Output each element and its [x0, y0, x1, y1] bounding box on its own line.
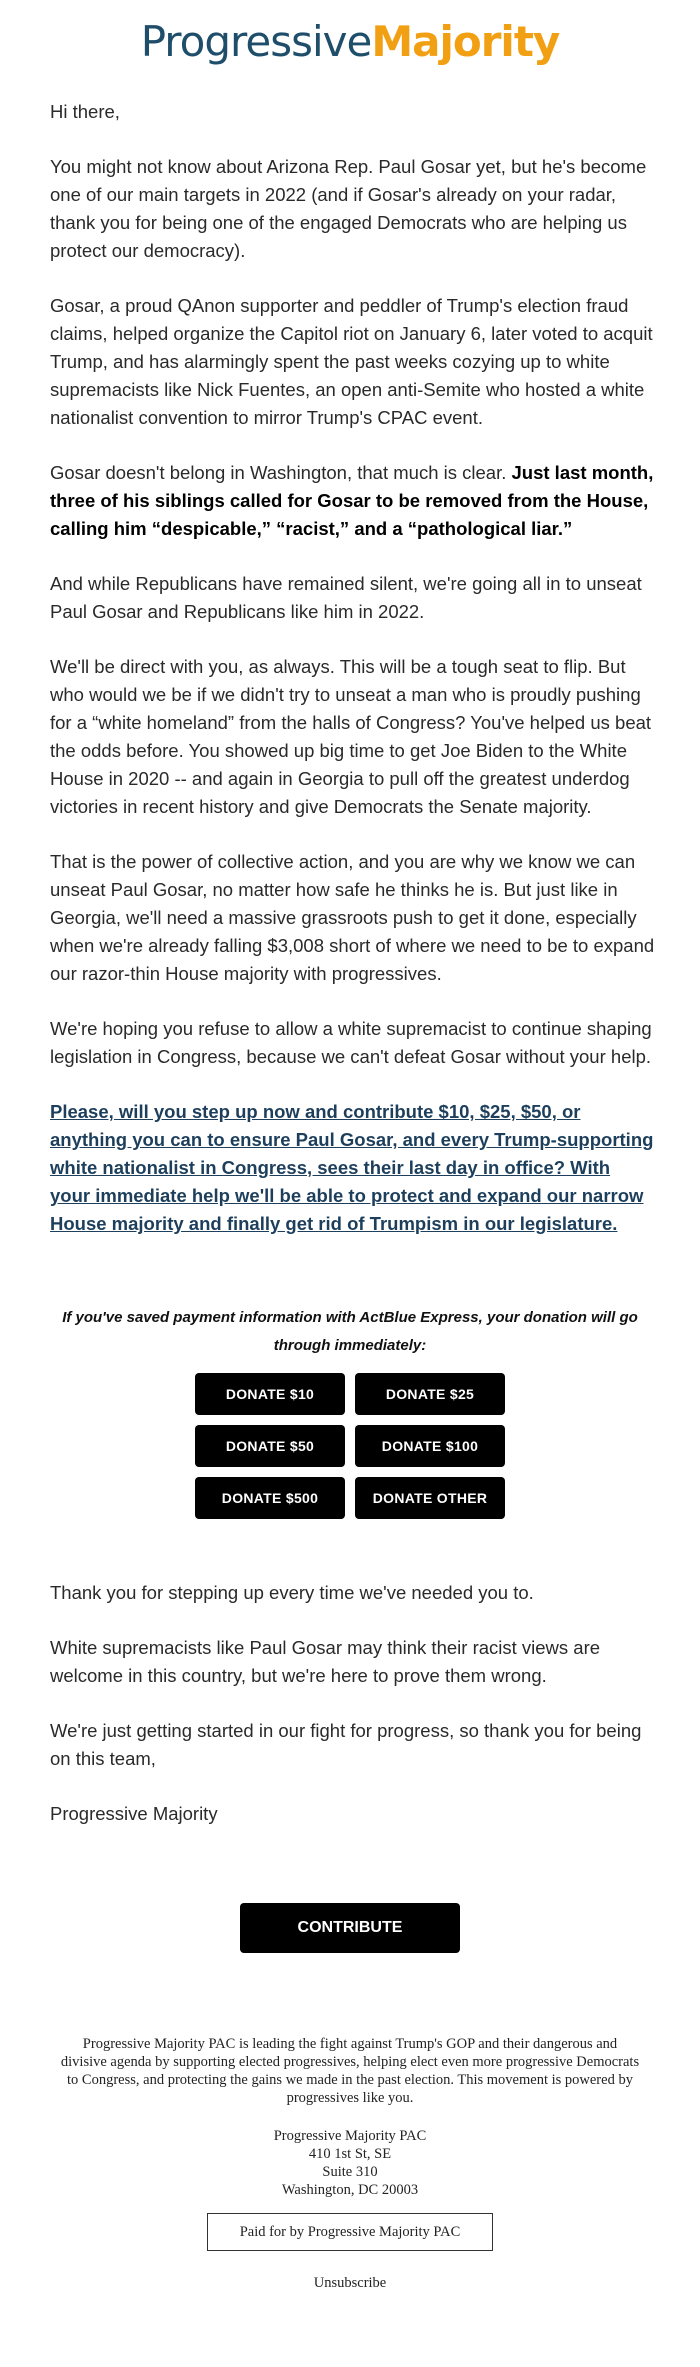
paragraph-going-all-in: And while Republicans have remained silent, we're going all in to unseat Paul Gosar and Republicans like him in 2022. [50, 573, 642, 622]
closing-section [50, 1579, 655, 1855]
paid-for-disclaimer: Paid for by Progressive Majority PAC [207, 2213, 493, 2251]
footer-about: Progressive Majority PAC is leading the fight against Trump's GOP and their dangerous and divisive agenda by supporting elected progressives, helping elect even more progressive Democrats to Congress, and protecting the gains we made in the past election. This movement is powered by progressives like you. [60, 2036, 640, 2106]
address-line: Washington, DC 20003 [281, 2182, 419, 2198]
greeting: Hi there, [50, 101, 120, 122]
address-line: Suite 310 [322, 2164, 378, 2180]
paragraph-intro: You might not know about Arizona Rep. Paul Gosar yet, but he's become one of our main targets in 2022 (and if Gosar's already on your radar, thank you for being one of the engaged Democrats who are helping us protect our democracy). [50, 156, 647, 261]
paragraph-collective-action: That is the power of collective action, and you are why we know we can unseat Paul Gosar, no matter how safe he thinks he is. But just like in Georgia, we'll need a massive grassroots push to get it done, especially when we're already falling $3,008 short of where we need to be to expand our razor-thin House majority with progressives. [50, 851, 655, 984]
logo-word-progressive: Progressive [140, 17, 372, 66]
paragraph-tough-seat: We'll be direct with you, as always. This will be a tough seat to flip. But who would we be if we didn't try to unseat a man who is proudly pushing for a “white homeland” from the halls of Congress? You've helped us beat the odds before. You showed up big time to get Joe Biden to the White House in 2020 -- and again in Georgia to pull off the greatest underdog victories in recent history and give Democrats the Senate majority. [50, 656, 652, 817]
paragraph-gosar-record: Gosar, a proud QAnon supporter and peddler of Trump's election fraud claims, helped organize the Capitol riot on January 6, later voted to acquit Trump, and has alarmingly spent the past weeks cozying up to white supremacists like Nick Fuentes, an open anti-Semite who hosted a white nationalist convention to mirror Trump's CPAC event. [50, 295, 653, 428]
closing-prove-wrong: White supremacists like Paul Gosar may think their racist views are welcome in this country, but we're here to prove them wrong. [50, 1637, 601, 1686]
donate-10-button[interactable]: DONATE $10 [195, 1373, 345, 1415]
actblue-express-note: If you've saved payment information with ActBlue Express, your donation will go through immediately: [62, 1309, 638, 1354]
paragraph-help: We're hoping you refuse to allow a white supremacist to continue shaping legislation in Congress, because we can't defeat Gosar without your help. [50, 1018, 652, 1067]
signature: Progressive Majority [50, 1803, 218, 1824]
donate-100-button[interactable]: DONATE $100 [355, 1425, 505, 1467]
siblings-quote: Just last month, three of his siblings called for Gosar to be removed from the House, calling him “despicable,” “racist,” and a “pathological liar.” [50, 462, 654, 539]
address-line: 410 1st St, SE [308, 2146, 392, 2162]
closing-thanks: Thank you for stepping up every time we've needed you to. [50, 1582, 534, 1603]
contribute-button[interactable]: CONTRIBUTE [240, 1903, 460, 1953]
closing-getting-started: We're just getting started in our fight for progress, so thank you for being on this team, [50, 1720, 642, 1769]
donate-buttons-grid [195, 1373, 505, 1519]
letter-body [50, 98, 655, 1238]
donate-500-button[interactable]: DONATE $500 [195, 1477, 345, 1519]
address-line: Progressive Majority PAC [273, 2128, 427, 2144]
logo-word-majority: Majority [371, 17, 560, 66]
donate-25-button[interactable]: DONATE $25 [355, 1373, 505, 1415]
siblings-lead: Gosar doesn't belong in Washington, that much is clear. [50, 462, 507, 483]
paragraph-siblings [50, 459, 655, 543]
unsubscribe-link[interactable]: Unsubscribe [313, 2275, 387, 2291]
progressive-majority-logo[interactable] [0, 14, 700, 70]
donate-other-button[interactable]: DONATE OTHER [355, 1477, 505, 1519]
contribute-cta-link[interactable]: Please, will you step up now and contribute $10, $25, $50, or anything you can to ensure Paul Gosar, and every Trump-supporting white nationalist in Congress, sees their last day in office? With your immediate help we'll be able to protect and expand our narrow House majority and finally get rid of Trumpism in our legislature. [50, 1101, 654, 1234]
donate-50-button[interactable]: DONATE $50 [195, 1425, 345, 1467]
footer-address [0, 2127, 700, 2199]
